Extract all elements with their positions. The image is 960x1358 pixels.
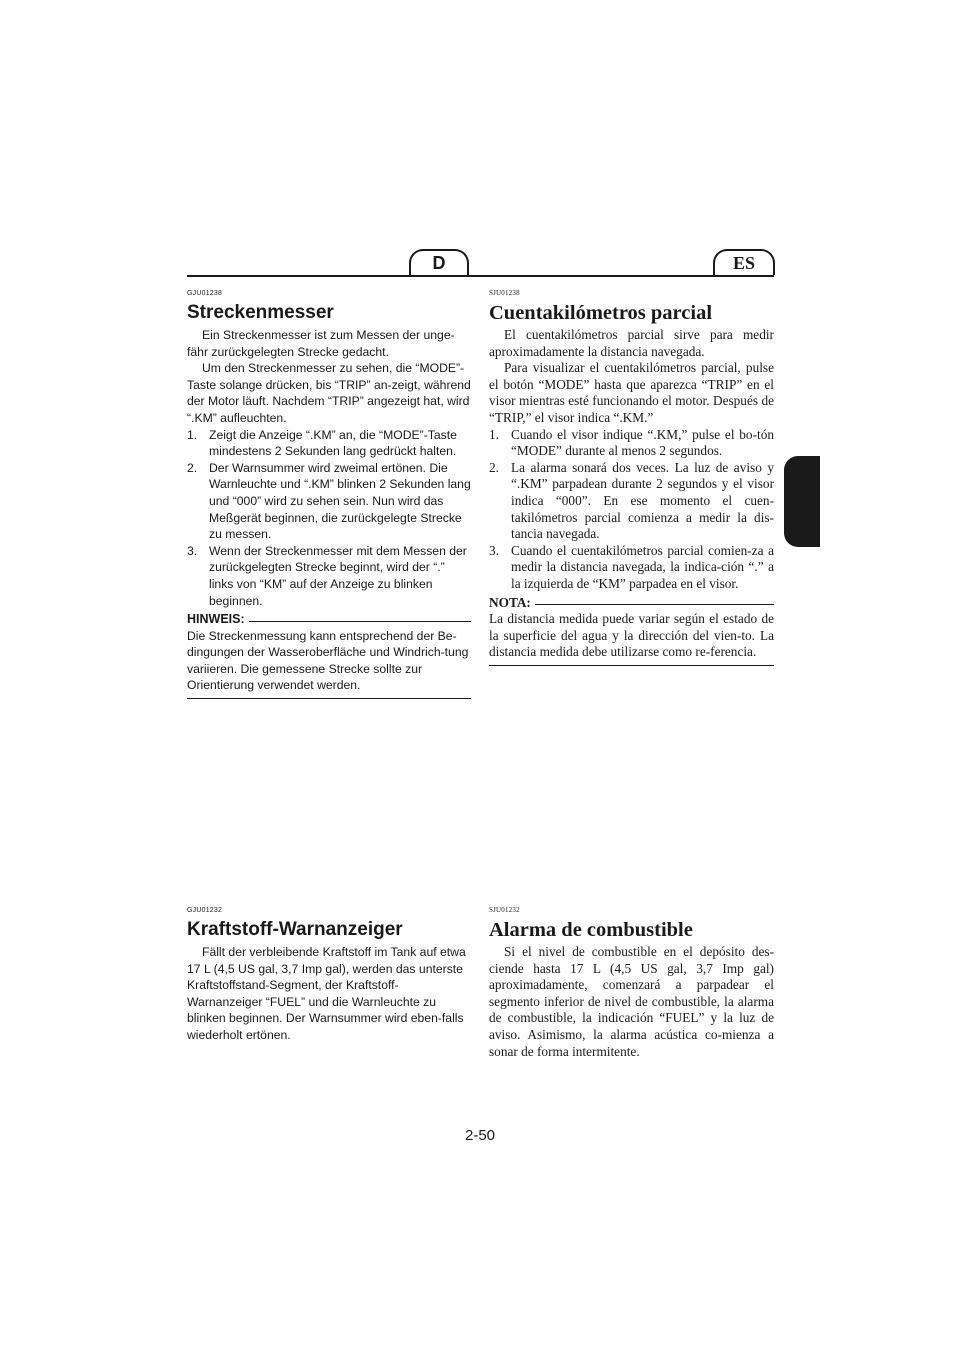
section-code: SJU01238 xyxy=(489,289,520,297)
section-title: Streckenmesser xyxy=(187,302,334,323)
note-end-rule xyxy=(187,698,471,699)
paragraph: El cuentakilómetros parcial sirve para medir aproximadamente la distancia navegada. xyxy=(489,327,774,359)
note-title: NOTA: xyxy=(489,594,531,610)
german-section-trip-meter xyxy=(187,289,471,699)
page-number: 2-50 xyxy=(464,1127,496,1144)
list-item: 2. Der Warnsummer wird zweimal ertönen. Die Warnleuchte und “.KM” blinken 2 Sekunden lang und “000” wird zu sehen sein. Nun wird das Meßgerät beginnen, die zurückgelegte Strecke zu messen. xyxy=(187,460,471,542)
section-title: Cuentakilómetros parcial xyxy=(489,302,713,324)
paragraph: Si el nivel de combustible en el depósito des-ciende hasta 17 L (4,5 US gal, 3,7 Imp gal) aproximadamente, comenzará a parpadear el segmento inferior de nivel de combustible, la alarma de combustible, la indicación “FUEL” y la luz de aviso. Asimismo, la alarma acústica co-mienza a sonar de forma intermitente. xyxy=(489,944,774,1059)
list-item: 1. Zeigt die Anzeige “.KM” an, die “MODE”-Taste mindestens 2 Sekunden lang gedrückt halten. xyxy=(187,427,457,459)
steps-list xyxy=(489,427,774,593)
section-code: GJU01238 xyxy=(187,290,223,297)
steps-list xyxy=(187,427,471,610)
note-rule xyxy=(249,621,471,622)
section-code: SJU01232 xyxy=(489,906,520,914)
note-title: HINWEIS: xyxy=(187,612,245,627)
note-text: Die Streckenmessung kann entsprechend der Be-dingungen der Wasseroberfläche und Windrich-tung variieren. Die gemessene Strecke sollte zur Orientierung verwendet werden. xyxy=(187,628,469,693)
section-title: Kraftstoff-Warnanzeiger xyxy=(187,919,403,940)
note-header xyxy=(187,611,471,628)
list-item: 1. Cuando el visor indique “.KM,” pulse el bo-tón “MODE” durante al menos 2 segundos. xyxy=(489,426,774,459)
note-text: La distancia medida puede variar según el estado de la superficie del agua y la dirección del vien-to. La distancia medida debe utilizarse como re-ferencia. xyxy=(489,611,774,660)
note-rule xyxy=(535,604,774,605)
language-tab-german: D xyxy=(409,249,469,275)
paragraph: Para visualizar el cuentakilómetros parcial, pulse el botón “MODE” hasta que aparezca “TRIP” en el visor mientras esté funcionando el motor. Después de “TRIP,” el visor indica “.KM.” xyxy=(489,360,774,425)
list-item: 3. Cuando el cuentakilómetros parcial comien-za a medir la distancia navegada, la indica-ción “.” a la izquierda de “KM” parpadea en el visor. xyxy=(489,542,774,591)
paragraph: Um den Streckenmesser zu sehen, die “MODE”-Taste solange drücken, bis “TRIP” an-zeigt, während der Motor läuft. Nachdem “TRIP” angezeigt hat, wird “.KM” aufleuchten. xyxy=(187,361,471,425)
header-rule xyxy=(187,275,774,277)
paragraph: Fällt der verbleibende Kraftstoff im Tank auf etwa 17 L (4,5 US gal, 3,7 Imp gal), werden das unterste Kraftstoffstand-Segment, der Kraftstoff-Warnanzeiger “FUEL” und die Warnleuchte zu blinken beginnen. Der Warnsummer wird eben-falls wiederholt ertönen. xyxy=(187,945,466,1042)
language-tab-spanish: ES xyxy=(713,249,775,275)
section-title: Alarma de combustible xyxy=(489,919,693,941)
list-item: 3. Wenn der Streckenmesser mit dem Messen der zurückgelegten Strecke beginnt, wird der “.” links von “KM” auf der Anzeige zu blinken beginnen. xyxy=(187,543,467,608)
note-end-rule xyxy=(489,665,774,666)
german-section-fuel-warning xyxy=(187,906,471,1044)
chapter-side-tab xyxy=(784,456,820,547)
spanish-section-trip-meter xyxy=(489,289,774,666)
list-item: 2. La alarma sonará dos veces. La luz de aviso y “.KM” parpadean durante 2 segundos y el visor indica “000”. En ese momento el cuen-takilómetros parcial comienza a medir la dis-tancia navegada. xyxy=(489,459,774,542)
paragraph: Ein Streckenmesser ist zum Messen der unge-fähr zurückgelegten Strecke gedacht. xyxy=(187,328,455,359)
spanish-section-fuel-warning xyxy=(489,906,774,1060)
section-code: GJU01232 xyxy=(187,907,223,914)
note-header xyxy=(489,595,774,612)
